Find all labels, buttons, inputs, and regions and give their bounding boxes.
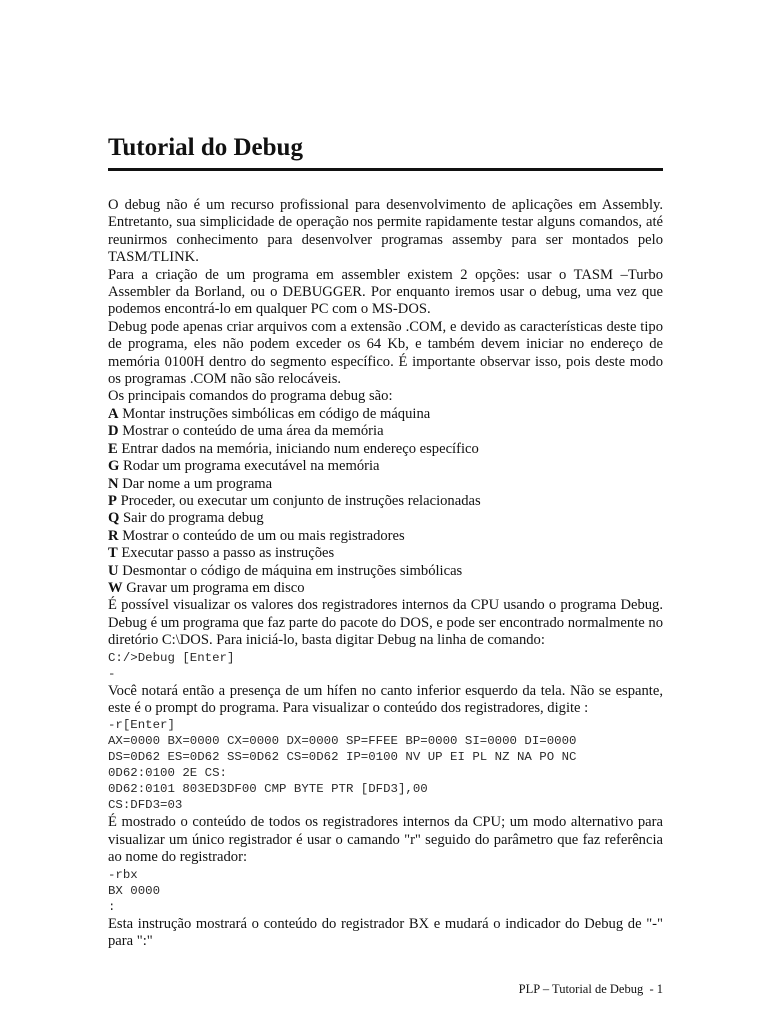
code-register-line: DS=0D62 ES=0D62 SS=0D62 CS=0D62 IP=0100 NV UP EI PL NZ NA PO NC bbox=[108, 750, 577, 765]
command-key: N bbox=[108, 475, 119, 492]
command-key: A bbox=[108, 405, 119, 422]
page-title: Tutorial do Debug bbox=[108, 134, 303, 161]
options-paragraph: Para a criação de um programa em assembler existem 2 opções: usar o TASM –Turbo Assembler da Borland, ou o DEBUGGER. Por enquanto iremos usar o debug, uma vez que podemos encontrá-lo em qualquer PC com o MS-DOS. bbox=[108, 266, 663, 318]
command-item bbox=[108, 545, 663, 562]
command-key: T bbox=[108, 545, 118, 562]
com-files-paragraph: Debug pode apenas criar arquivos com a extensão .COM, e devido as características deste tipo de programa, eles não podem exceder os 64 Kb, e também devem iniciar no endereço de memória 0100H dentro do segmento específico. É importante observar isso, pois deste modo os programas .COM não são relocáveis. bbox=[108, 318, 663, 388]
code-register-line: AX=0000 BX=0000 CX=0000 DX=0000 SP=FFEE BP=0000 SI=0000 DI=0000 bbox=[108, 734, 577, 749]
intro-paragraph: O debug não é um recurso profissional para desenvolvimento de aplicações em Assembly. Entretanto, sua simplicidade de operação nos permite rapidamente testar alguns comandos, até reunirmos conhecimento para desenvolver programas assemby para ser montados pelo TASM/TLINK. bbox=[108, 197, 663, 266]
command-desc: Desmontar o código de máquina em instruções simbólicas bbox=[122, 562, 463, 579]
command-item bbox=[108, 493, 663, 510]
registers-paragraph: É possível visualizar os valores dos registradores internos da CPU usando o programa Debug. Debug é um programa que faz parte do pacote do DOS, e pode ser encontrado normalmente no diretório C:\DOS. Para iniciá-lo, basta digitar Debug na linha de comando: bbox=[108, 597, 663, 649]
command-desc: Mostrar o conteúdo de uma área da memória bbox=[122, 423, 384, 440]
command-desc: Gravar um programa em disco bbox=[126, 579, 305, 596]
command-desc: Rodar um programa executável na memória bbox=[123, 458, 380, 475]
document-body bbox=[108, 197, 663, 950]
code-start-debug: C:/>Debug [Enter] bbox=[108, 650, 235, 665]
command-key: Q bbox=[108, 510, 120, 527]
title-underline bbox=[108, 168, 663, 171]
command-item bbox=[108, 510, 663, 527]
command-desc: Dar nome a um programa bbox=[122, 475, 273, 492]
command-desc: Sair do programa debug bbox=[123, 510, 264, 527]
command-key: E bbox=[108, 440, 118, 457]
command-desc: Executar passo a passo as instruções bbox=[121, 545, 335, 562]
code-bx-value: BX 0000 bbox=[108, 883, 161, 898]
command-item bbox=[108, 441, 663, 458]
command-item bbox=[108, 580, 663, 597]
command-desc: Montar instruções simbólicas em código de máquina bbox=[122, 405, 431, 422]
page-footer: PLP – Tutorial de Debug - 1 bbox=[518, 982, 663, 996]
command-item bbox=[108, 406, 663, 423]
command-key: P bbox=[108, 492, 117, 509]
code-register-line: 0D62:0100 2E CS: bbox=[108, 766, 227, 781]
command-desc: Proceder, ou executar um conjunto de instruções relacionadas bbox=[120, 492, 481, 509]
command-item bbox=[108, 563, 663, 580]
commands-intro: Os principais comandos do programa debug são: bbox=[108, 388, 393, 405]
document-page bbox=[108, 0, 663, 1024]
closing-paragraph: Esta instrução mostrará o conteúdo do registrador BX e mudará o indicador do Debug de "-" para ":" bbox=[108, 915, 663, 949]
command-list bbox=[108, 406, 663, 597]
command-item bbox=[108, 476, 663, 493]
prompt-paragraph: Você notará então a presença de um hífen no canto inferior esquerdo da tela. Não se espante, este é o prompt do programa. Para visualizar o conteúdo dos registradores, digite : bbox=[108, 682, 663, 716]
command-key: G bbox=[108, 458, 120, 475]
command-key: D bbox=[108, 423, 119, 440]
code-colon-prompt: : bbox=[108, 899, 116, 914]
command-item bbox=[108, 458, 663, 475]
command-desc: Entrar dados na memória, iniciando num endereço específico bbox=[121, 440, 479, 457]
code-r-command: -r[Enter] bbox=[108, 718, 175, 733]
command-key: R bbox=[108, 527, 119, 544]
command-item bbox=[108, 423, 663, 440]
command-item bbox=[108, 528, 663, 545]
code-rbx-command: -rbx bbox=[108, 867, 138, 882]
command-desc: Mostrar o conteúdo de um ou mais registradores bbox=[122, 527, 405, 544]
command-key: U bbox=[108, 562, 119, 579]
code-prompt: - bbox=[108, 666, 116, 681]
code-register-line: CS:DFD3=03 bbox=[108, 798, 183, 813]
code-register-line: 0D62:0101 803ED3DF00 CMP BYTE PTR [DFD3],00 bbox=[108, 782, 428, 797]
single-register-paragraph: É mostrado o conteúdo de todos os registradores internos da CPU; um modo alternativo para visualizar um único registrador é usar o camando "r" seguido do parâmetro que faz referência ao nome do registrador: bbox=[108, 814, 663, 866]
command-key: W bbox=[108, 579, 123, 596]
